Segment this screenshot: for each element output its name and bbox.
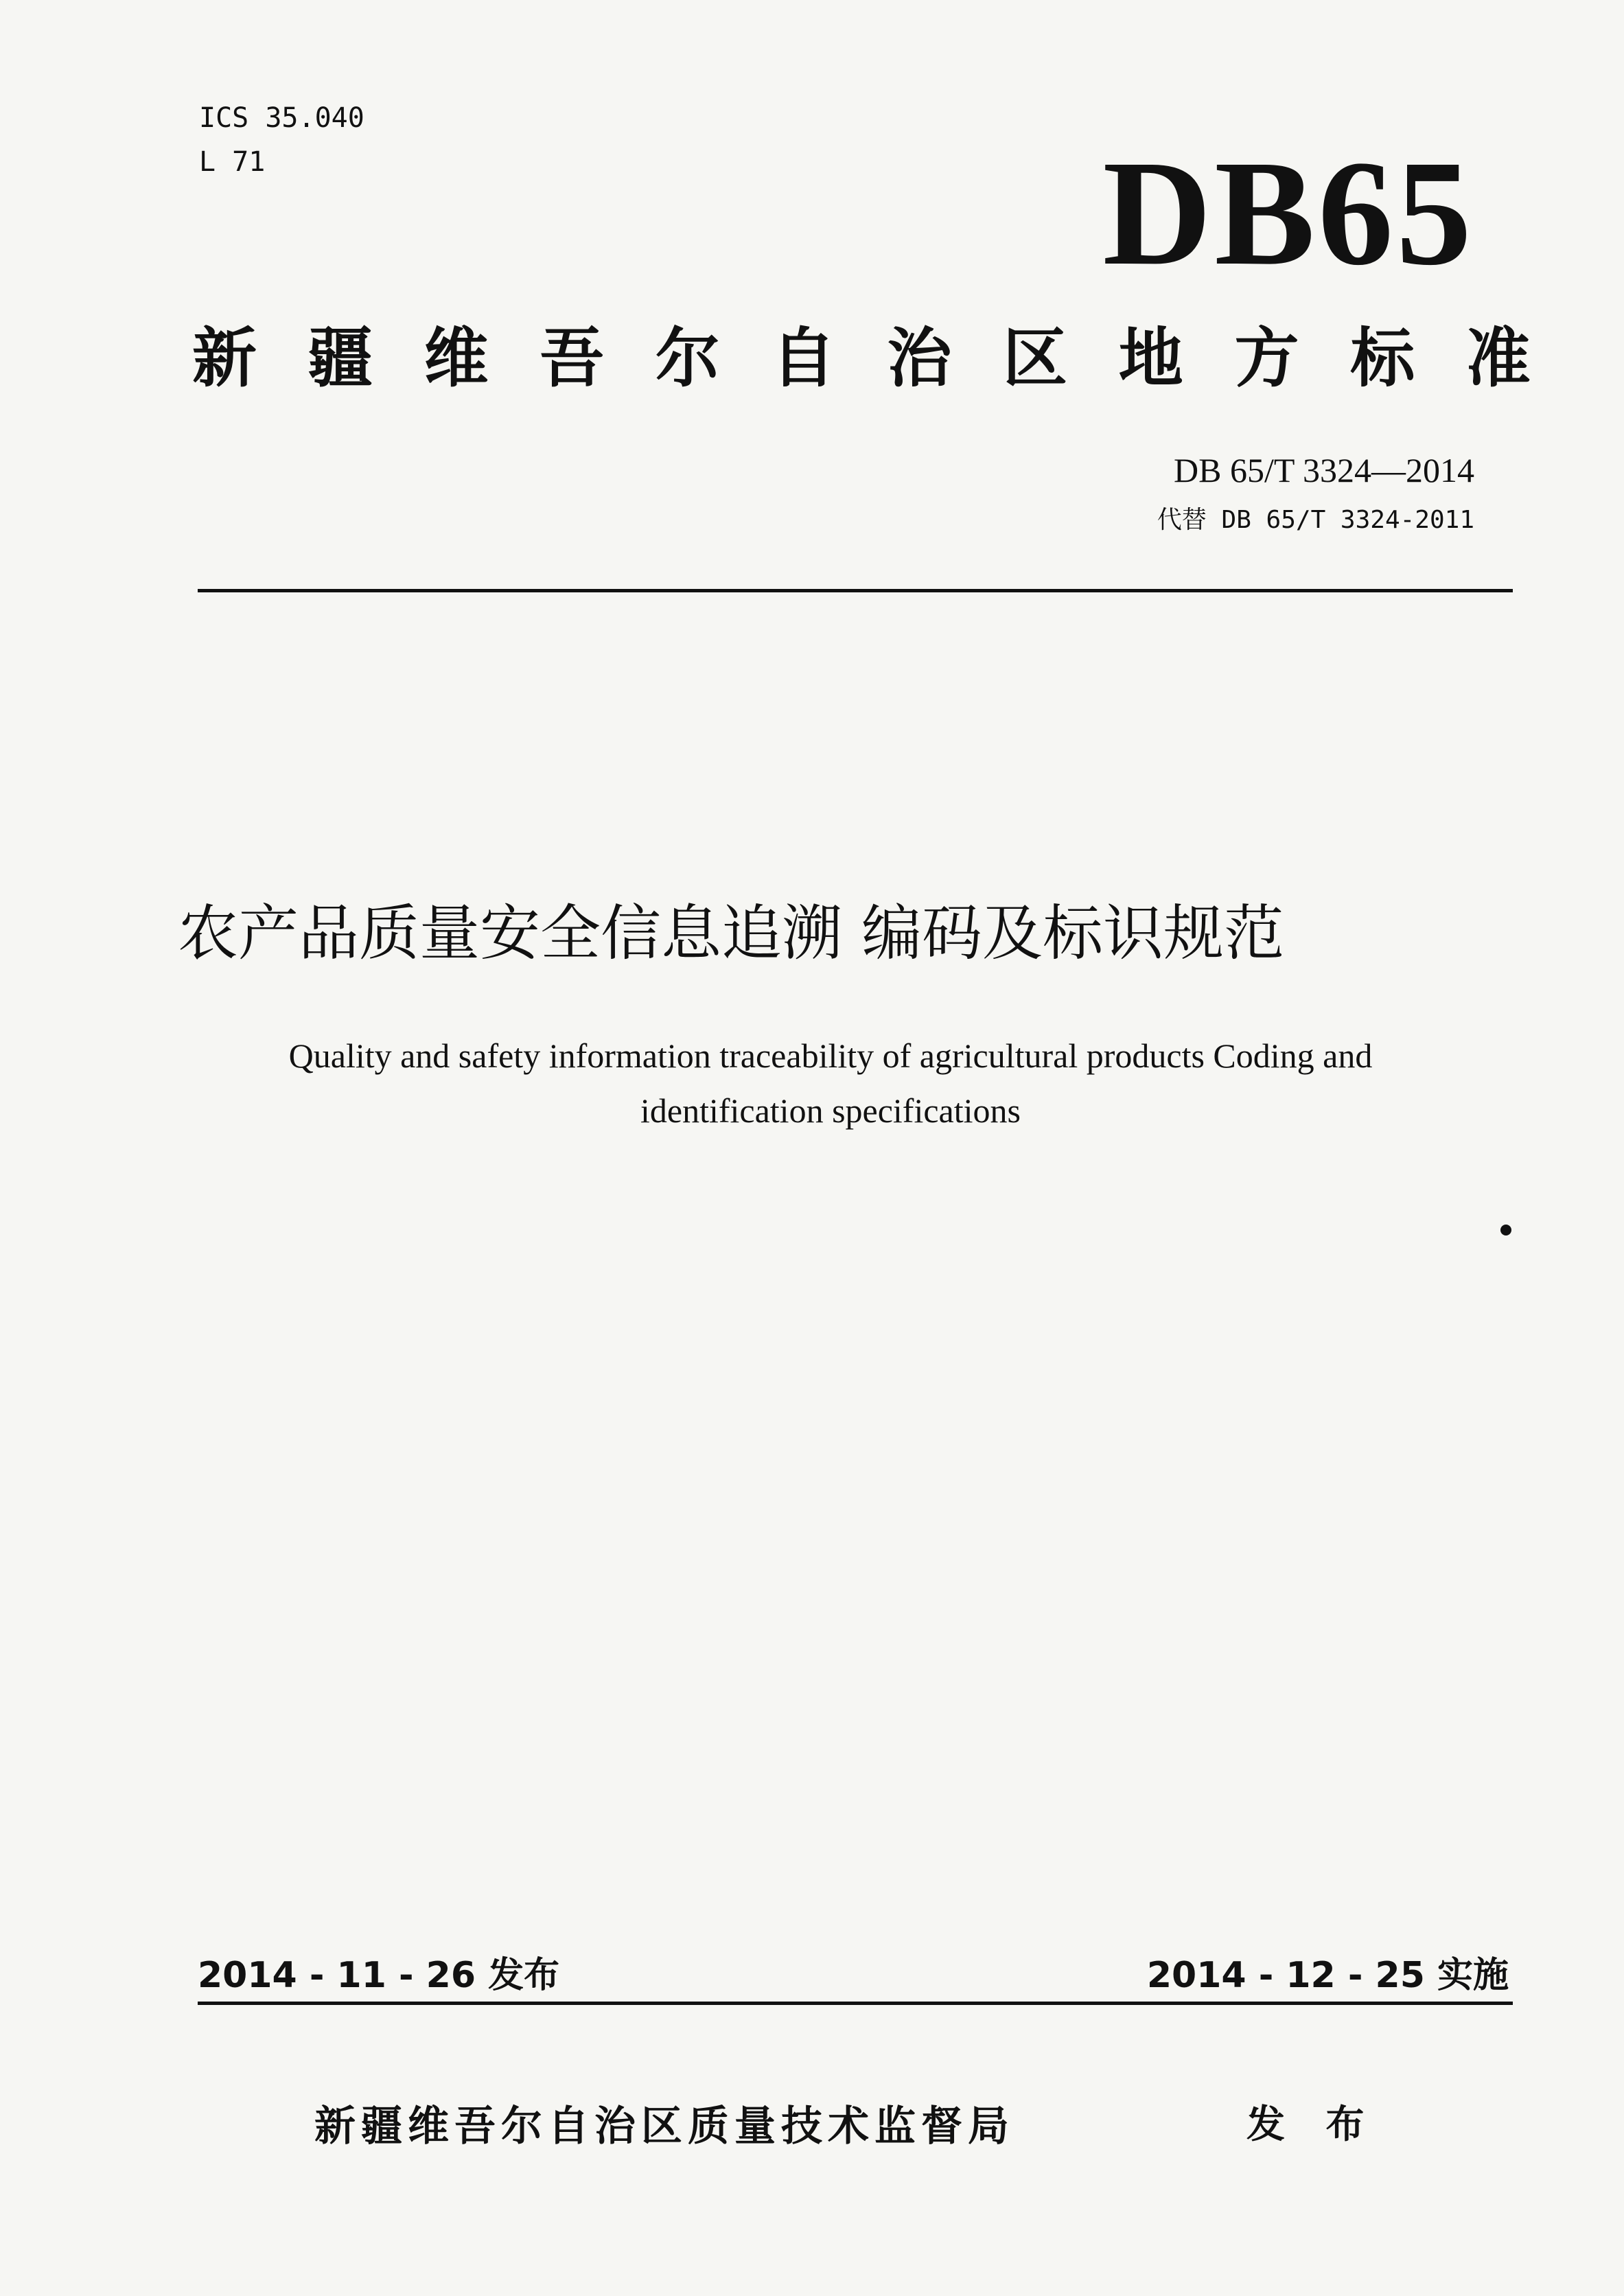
footer-divider — [198, 2002, 1513, 2005]
issuing-authority: 新疆维吾尔自治区质量技术监督局 — [314, 2102, 1014, 2150]
scan-speck — [1500, 1225, 1511, 1236]
ics-code: ICS 35.040 — [199, 102, 364, 134]
issue-date: 2014 - 11 - 26 发布 — [198, 1955, 560, 1996]
standard-number: DB 65/T 3324—2014 — [1174, 451, 1474, 489]
standard-type-char: 吾 — [540, 321, 605, 396]
standard-type-char: 疆 — [308, 321, 373, 396]
document-title-zh: 农产品质量安全信息追溯 编码及标识规范 — [178, 898, 1284, 969]
standard-type-char: 新 — [192, 321, 257, 396]
ccs-code: L 71 — [199, 146, 266, 178]
classification-codes — [199, 96, 364, 184]
standard-type-char: 区 — [1003, 321, 1068, 396]
header-divider — [198, 589, 1513, 592]
standard-type-char: 治 — [887, 321, 952, 396]
title-en-line-1: Quality and safety information traceability of agricultural products Coding and — [288, 1036, 1373, 1075]
standard-type-char: 自 — [771, 321, 836, 396]
standard-type-char: 准 — [1465, 321, 1531, 396]
title-en-line-2: identification specifications — [640, 1091, 1021, 1130]
standard-type-char: 尔 — [655, 321, 720, 396]
publish-label: 发 布 — [1246, 2102, 1378, 2147]
implementation-date: 2014 - 12 - 25 实施 — [1146, 1955, 1509, 1996]
standard-type-char: 标 — [1350, 321, 1415, 396]
replaces-standard: 代替 DB 65/T 3324-2011 — [1157, 506, 1474, 534]
standard-type-char: 维 — [424, 321, 489, 396]
document-title-en — [206, 1028, 1455, 1138]
standard-type-char: 地 — [1118, 321, 1183, 396]
db65-logo: DB65 — [1102, 129, 1474, 297]
standard-type-char: 方 — [1234, 321, 1299, 396]
standard-type-title — [192, 321, 1531, 396]
